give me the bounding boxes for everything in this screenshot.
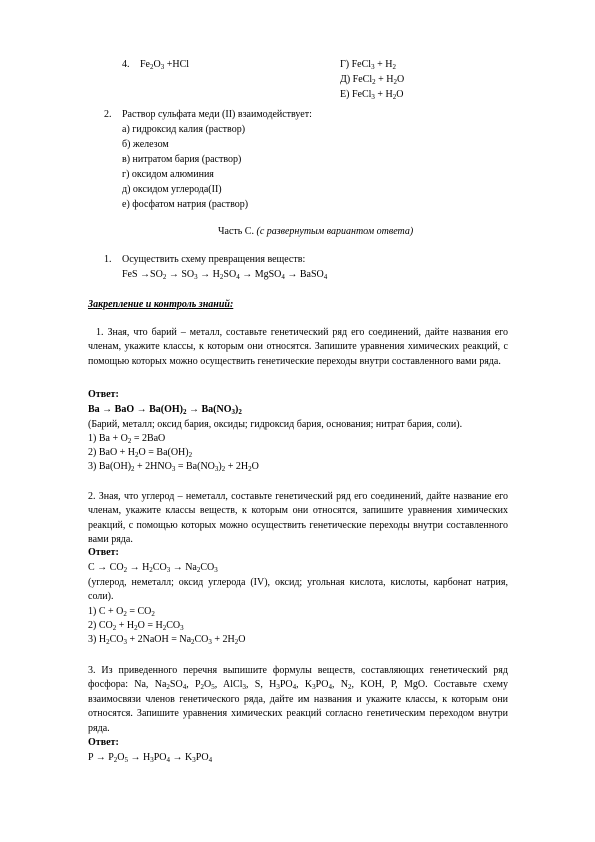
q2-number: 2. <box>104 109 112 120</box>
task-1-equation-3: 3) $Ba(OH)_2 + 2HNO_3 = Ba(NO_3)_2 + 2H_2O$ <box>88 461 259 473</box>
q2-option-a: а) гидроксид калия (раствор) <box>122 124 246 135</box>
q4-reactants: $Fe_2O_3 +HCl$ <box>140 59 190 71</box>
q4-answer-e: Е) FeCl$_3$ + $H_2O$ <box>340 89 404 101</box>
q2-option-v: в) нитратом бария (раствор) <box>122 154 242 165</box>
section-title: Закрепление и контроль знаний: <box>88 299 234 310</box>
q2-option-e: е) фосфатом натрия (раствор) <box>122 199 249 210</box>
q2-option-g: г) оксидом алюминия <box>122 169 214 180</box>
task-1-names: (Барий, металл; оксид бария, оксиды; гидроксид бария, основания; нитрат бария, соли). <box>88 419 463 430</box>
q4-number: 4. <box>122 59 130 70</box>
q2-option-d: д) оксидом углерода(II) <box>122 184 222 195</box>
task-1-equation-1: 1) $Ba + O_2 = 2BaO$ <box>88 433 166 445</box>
part-c-label: Часть С. <box>218 226 254 237</box>
task-2-answer-label: Ответ: <box>88 547 119 558</box>
task-2-equation-1: 1) $C + O_2 = CO_2$ <box>88 606 155 618</box>
c1-number: 1. <box>104 254 112 265</box>
c1-scheme: FeS $\to SO_2 \to SO_3 \to H_2SO_4$ → MgSO$_4$ → BaSO$_4$ <box>122 269 328 281</box>
task-3-text: 3. Из приведенного перечня выпишите формулы веществ, составляющих генетический ряд фосфора: Na, $Na_2SO_4$, $P_2O_5$, AlCl$_3$, S, $H_3PO_4$, $K_3PO_4$, $N_2$, KOH, P, MgO. Составьте схему взаимосвязи членов генетического ряда, дайте им названия и укажите классы, к которым они относятся. Запишите уравнения химических реакций согласно генетическим переходом внутри ряда. <box>88 665 508 734</box>
task-1-answer-label: Ответ: <box>88 389 119 400</box>
c1-question: Осуществить схему превращения веществ: <box>122 254 306 265</box>
task-2-text: 2. Зная, что углерод – неметалл, составьте генетический ряд его соединений, дайте название его членам, укажите классы веществ, к которым они относятся, запишите уравнения химических реакций, с помощью которых можно осуществить генетические переходы внутри составленного вами ряда. <box>88 491 508 546</box>
part-c-heading <box>218 225 413 239</box>
q2-question: Раствор сульфата меди (II) взаимодействует: <box>122 109 312 120</box>
part-c-subtitle: (с развернутым вариантом ответа) <box>256 226 414 237</box>
task-1-chain: Ba → BaO → $Ba(OH)_2 \to Ba(NO_3)_2$ <box>88 404 242 416</box>
task-1-text: 1. Зная, что барий – металл, составьте генетический ряд его соединений, дайте названия его членам, укажите классы, к которым они относятся. Запишите уравнения химических реакций, с помощью которых можно осуществить генетические переходы внутри составленного вами ряда. <box>88 327 508 367</box>
task-2-equation-3: 3) $H_2CO_3$ + 2NaOH = $Na_2CO_3 + 2H_2O$ <box>88 634 246 646</box>
q2-option-b: б) железом <box>122 139 169 150</box>
task-2-chain: $C \to CO_2 \to H_2CO_3 \to Na_2CO_3$ <box>88 562 218 574</box>
task-3-answer-label: Ответ: <box>88 737 119 748</box>
task-3-chain: $P \to P_2O_5 \to H_3PO_4 \to K_3PO_4$ <box>88 752 213 764</box>
task-1-equation-2: 2) BaO + $H_2O = Ba(OH)_2$ <box>88 447 193 459</box>
task-2-names: (углерод, неметалл; оксид углерода (IV), оксид; угольная кислота, кислоты, карбонат натрия, соли). <box>88 577 508 603</box>
task-2-equation-2: 2) $CO_2 + H_2O = H_2CO_3$ <box>88 620 184 632</box>
q4-answer-d: Д) FeCl$_2$ + $H_2O$ <box>340 74 405 86</box>
q4-answer-g: Г) FeCl$_3$ + $H_2$ <box>340 59 396 71</box>
